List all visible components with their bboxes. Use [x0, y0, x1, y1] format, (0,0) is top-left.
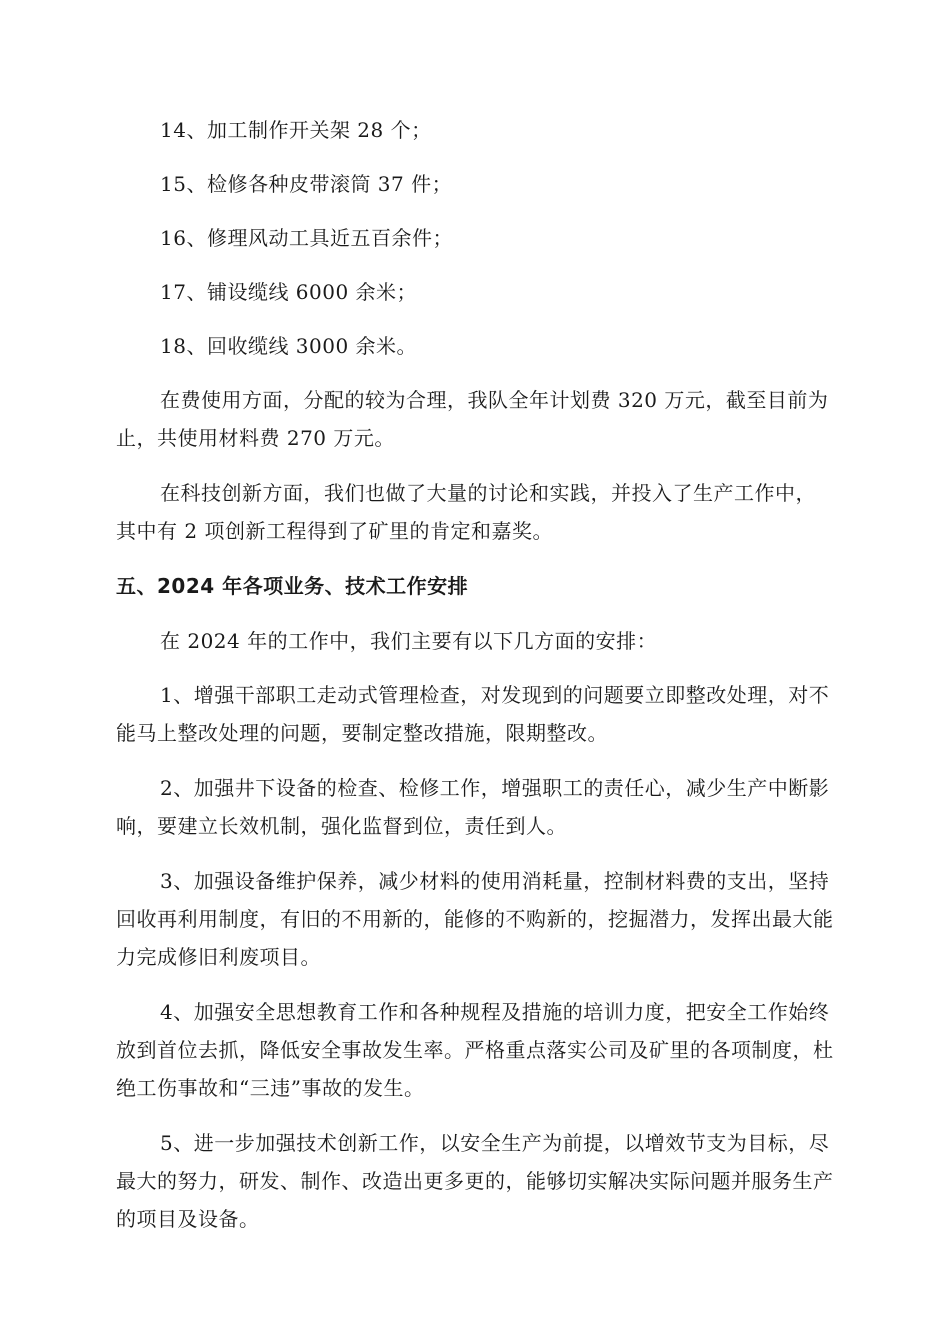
cost-paragraph: 在费使用方面，分配的较为合理，我队全年计划费 320 万元，截至目前为止，共使用材料费 270 万元。 — [116, 388, 829, 450]
plan-item-2: 2、加强井下设备的检查、检修工作，增强职工的责任心，减少生产中断影响，要建立长效机制，强化监督到位，责任到人。 — [116, 776, 830, 838]
section-heading: 五、2024 年各项业务、技术工作安排 — [116, 574, 469, 598]
innovation-paragraph: 在科技创新方面，我们也做了大量的讨论和实践，并投入了生产工作中，其中有 2 项创新工程得到了矿里的肯定和嘉奖。 — [116, 481, 816, 543]
plan-item-5: 5、进一步加强技术创新工作，以安全生产为前提，以增效节支为目标，尽最大的努力，研发、制作、改造出更多更的，能够切实解决实际问题并服务生产的项目及设备。 — [116, 1131, 834, 1231]
list-item: 17、铺设缆线 6000 余米； — [160, 280, 418, 304]
plan-intro: 在 2024 年的工作中，我们主要有以下几方面的安排： — [160, 629, 658, 653]
plan-item-3: 3、加强设备维护保养，减少材料的使用消耗量，控制材料费的支出，坚持回收再利用制度，有旧的不用新的，能修的不购新的，挖掘潜力，发挥出最大能力完成修旧利废项目。 — [116, 869, 834, 969]
list-item: 16、修理风动工具近五百余件； — [160, 226, 453, 250]
plan-item-1: 1、增强干部职工走动式管理检查，对发现到的问题要立即整改处理，对不能马上整改处理的问题，要制定整改措施，限期整改。 — [116, 683, 830, 745]
list-item: 18、回收缆线 3000 余米。 — [160, 334, 418, 358]
list-item: 14、加工制作开关架 28 个； — [160, 118, 432, 142]
list-item: 15、检修各种皮带滚筒 37 件； — [160, 172, 453, 196]
plan-item-4: 4、加强安全思想教育工作和各种规程及措施的培训力度，把安全工作始终放到首位去抓，降低安全事故发生率。严格重点落实公司及矿里的各项制度，杜绝工伤事故和“三违”事故的发生。 — [116, 1000, 834, 1100]
